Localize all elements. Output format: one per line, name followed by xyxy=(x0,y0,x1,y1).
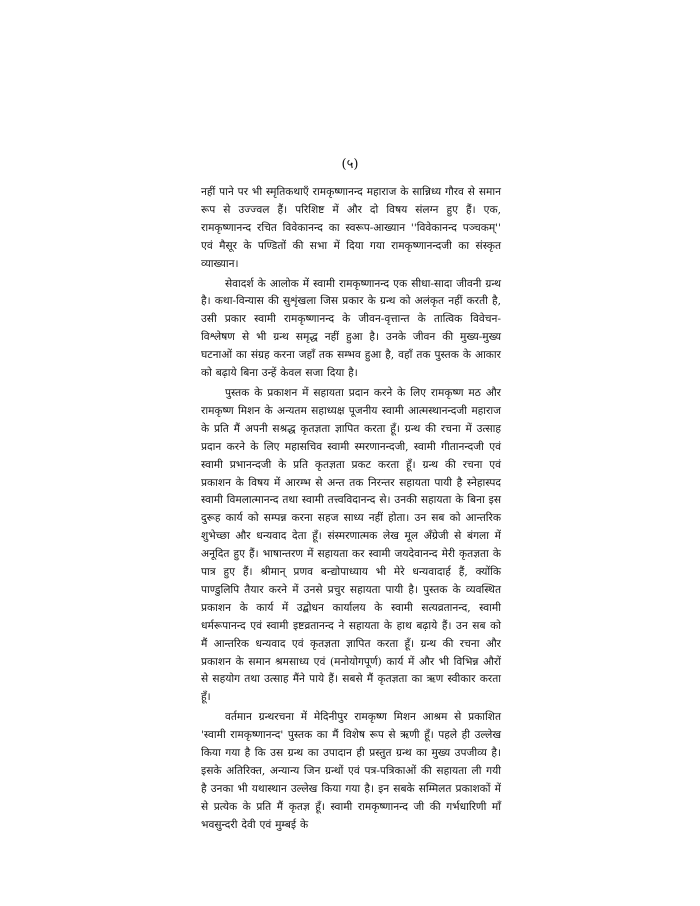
paragraph-2: सेवादर्श के आलोक में स्वामी रामकृष्णानन्द एक सीधा-सादा जीवनी ग्रन्थ है। कथा-विन्यास की सुशृंखला जिस प्रकार के ग्रन्थ को अलंकृत नहीं करती है, उसी प्रकार स्वामी रामकृष्णानन्द के जीवन-वृत्तान्त के तात्विक विवेचन-विश्लेषण से भी ग्रन्थ समृद्ध नहीं हुआ है। उनके जीवन की मुख्य-मुख्य घटनाओं का संग्रह करना जहाँ तक सम्भव हुआ है, वहाँ तक पुस्तक के आकार को बढ़ाये बिना उन्हें केवल सजा दिया है। xyxy=(201,277,501,380)
paragraph-1: नहीं पाने पर भी स्मृतिकथाएँ रामकृष्णानन्द महाराज के सान्निध्य गौरव से समान रूप से उज्ज्वल हैं। परिशिष्ट में और दो विषय संलग्न हुए हैं। एक, रामकृष्णानन्द रचित विवेकानन्द का स्वरूप-आख्यान ''विवेकानन्द पञ्चकम्'' एवं मैसूर के पण्डितों की सभा में दिया गया रामकृष्णानन्दजी का संस्कृत व्याख्यान। xyxy=(201,186,501,270)
paragraph-3: पुस्तक के प्रकाशन में सहायता प्रदान करने के लिए रामकृष्ण मठ और रामकृष्ण मिशन के अन्यतम सहाध्यक्ष पूजनीय स्वामी आत्मस्थानन्दजी महाराज के प्रति मैं अपनी सश्रद्ध कृतज्ञता ज्ञापित करता हूँ। ग्रन्थ की रचना में उत्साह प्रदान करने के लिए महासचिव स्वामी स्मरणानन्दजी, स्वामी गीतानन्दजी एवं स्वामी प्रभानन्दजी के प्रति कृतज्ञता प्रकट करता हूँ। ग्रन्थ की रचना एवं प्रकाशन के विषय में आरम्भ से अन्त तक निरन्तर सहायता पायी है स्नेहास्पद स्वामी विमलात्मानन्द तथा स्वामी तत्त्वविदानन्द से। उनकी सहायता के बिना इस दुरूह कार्य को सम्पन्न करना सहज साध्य नहीं होता। उन सब को आन्तरिक शुभेच्छा और धन्यवाद देता हूँ। संस्मरणात्मक लेख मूल अँग्रेजी से बंगला में अनूदित हुए हैं। भाषान्तरण में सहायता कर स्वामी जयदेवानन्द मेरी कृतज्ञता के पात्र हुए हैं। श्रीमान् प्रणव बन्द्योपाध्याय भी मेरे धन्यवादार्ह हैं, क्योंकि पाण्डुलिपि तैयार करने में उनसे प्रचुर सहायता पायी है। पुस्तक के व्यवस्थित प्रकाशन के कार्य में उद्बोधन कार्यालय के स्वामी सत्यव्रतानन्द, स्वामी धर्मरूपानन्द एवं स्वामी इष्टव्रतानन्द ने सहायता के हाथ बढ़ाये हैं। उन सब को मैं आन्तरिक धन्यवाद एवं कृतज्ञता ज्ञापित करता हूँ। ग्रन्थ की रचना और प्रकाशन के समान श्रमसाध्य एवं (मनोयोगपूर्ण) कार्य में और भी विभिन्न औरों से सहयोग तथा उत्साह मैंने पाये हैं। सबसे मैं कृतज्ञता का ऋण स्वीकार करता हूँ। xyxy=(201,386,501,704)
page-number: (५) xyxy=(341,157,359,172)
body-text xyxy=(201,184,501,837)
paragraph-4: वर्तमान ग्रन्थरचना में मेदिनीपुर रामकृष्ण मिशन आश्रम से प्रकाशित 'स्वामी रामकृष्णानन्द' पुस्तक का मैं विशेष रूप से ऋणी हूँ। पहले ही उल्लेख किया गया है कि उस ग्रन्थ का उपादान ही प्रस्तुत ग्रन्थ का मुख्य उपजीव्य है। इसके अतिरिक्त, अन्यान्य जिन ग्रन्थों एवं पत्र-पत्रिकाओं की सहायता ली गयी है उनका भी यथास्थान उल्लेख किया गया है। इन सबके सम्मिलत प्रकाशकों में से प्रत्येक के प्रति मैं कृतज्ञ हूँ। स्वामी रामकृष्णानन्द जी की गर्भधारिणी माँ भवसुन्दरी देवी एवं मुम्बई के xyxy=(201,711,501,831)
